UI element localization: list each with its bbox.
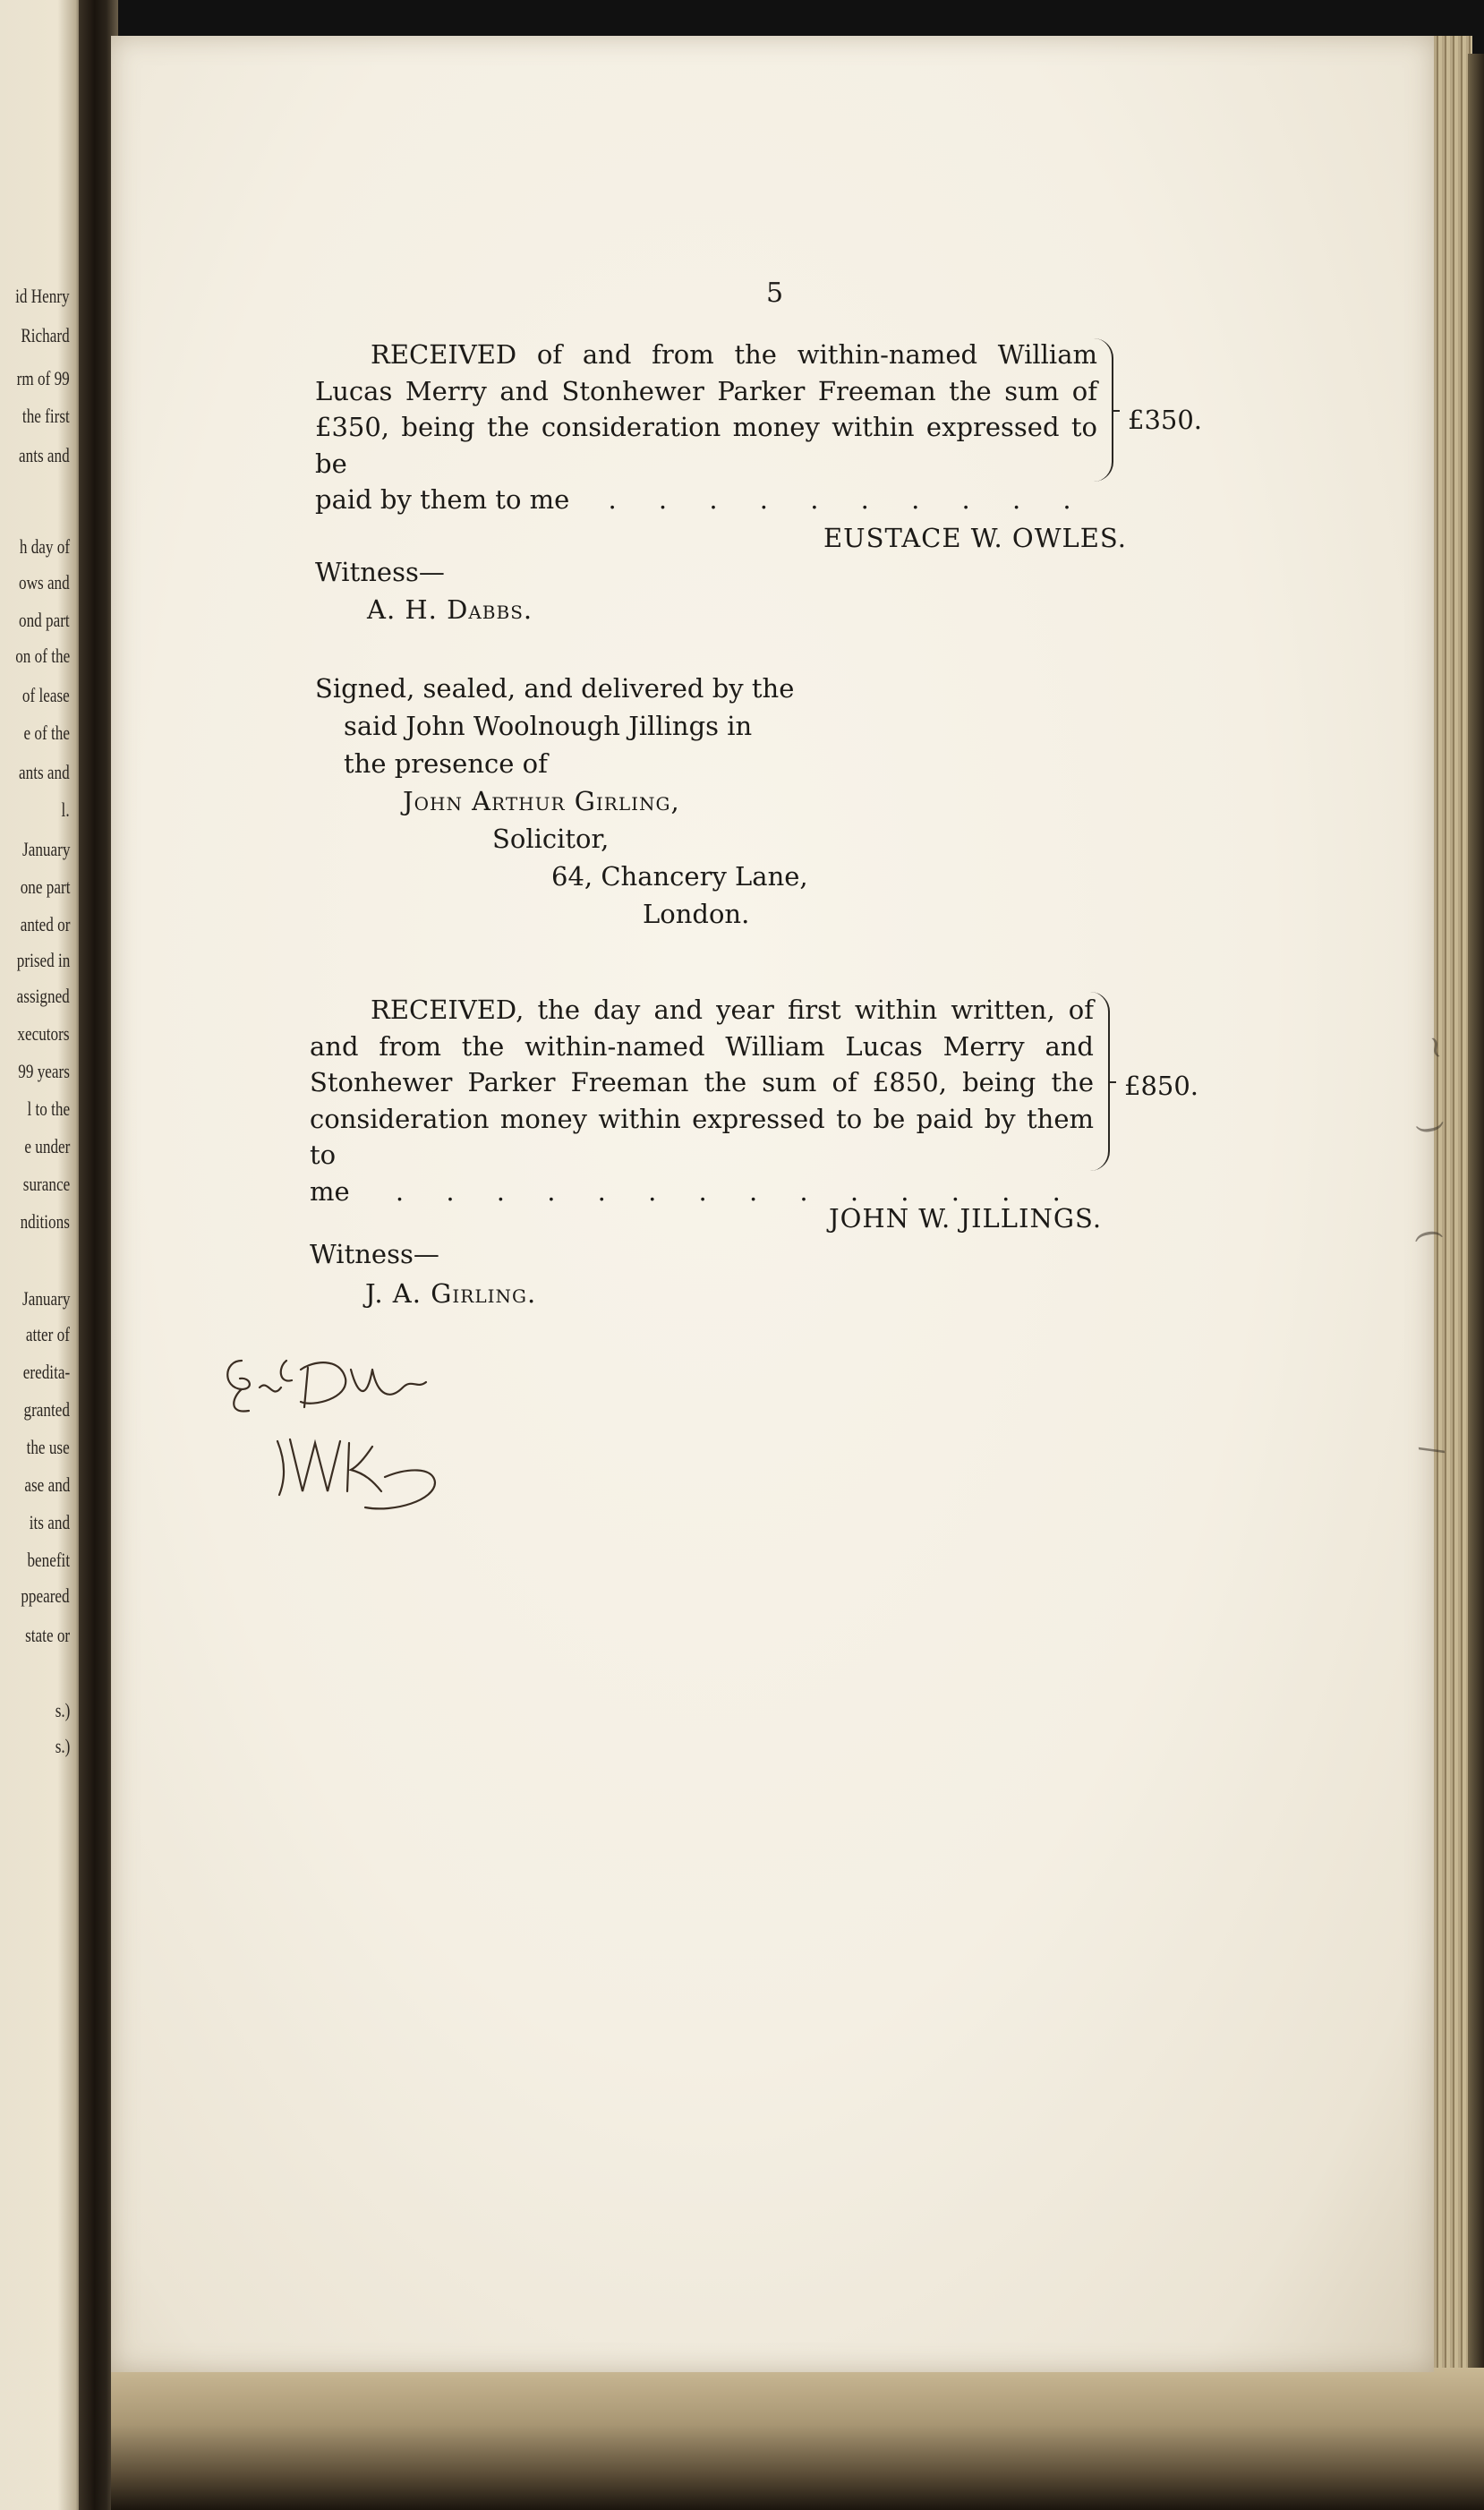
facing-page-text-fragment: the first	[22, 405, 70, 427]
receipt-1-amount: £350.	[1128, 405, 1203, 435]
handwriting-stroke	[365, 1470, 435, 1508]
facing-page-text-fragment: assigned	[16, 985, 70, 1007]
facing-page-text-fragment: ows and	[19, 571, 70, 593]
handwriting-stroke	[301, 1362, 345, 1407]
handwriting-stroke	[260, 1361, 292, 1392]
pencil-mark: /	[1413, 1441, 1451, 1459]
receipt-2-line-1: RECEIVED, the day and year first within written, of	[371, 995, 1094, 1025]
solicitor-title: Solicitor,	[492, 824, 610, 854]
pencil-mark: (	[1410, 1225, 1448, 1245]
facing-page-text-fragment: l to the	[27, 1097, 70, 1120]
receipt-1-line-1: RECEIVED of and from the within-named William	[371, 339, 1097, 370]
witness-1-name: A. H. Dabbs.	[367, 594, 533, 625]
receipt-1-line-3: £350, being the consideration money within expressed to be	[315, 412, 1097, 479]
attestation-line-2: said John Woolnough Jillings in	[344, 711, 753, 741]
attestation-line-3: the presence of	[344, 748, 548, 779]
receipt-1-last-words: paid by them to me	[315, 484, 570, 515]
facing-page-text-fragment: on of the	[15, 645, 70, 667]
facing-page-text-fragment: e of the	[23, 721, 70, 744]
facing-page-text-fragment: rm of 99	[16, 367, 70, 389]
receipt-2-brace	[1090, 992, 1110, 1171]
witness-2-label: Witness—	[310, 1239, 439, 1269]
facing-page-text-fragment: benefit	[27, 1549, 70, 1571]
facing-page-text-fragment: xecutors	[17, 1022, 70, 1045]
facing-page-text-fragment: 99 years	[18, 1060, 70, 1082]
receipt-2-last-word: me	[310, 1175, 350, 1207]
solicitor-address-1: 64, Chancery Lane,	[551, 861, 808, 892]
receipt-1-brace	[1094, 338, 1113, 482]
facing-page-text-fragment: e under	[24, 1135, 70, 1157]
receipt-1-signer: EUSTACE W. OWLES.	[823, 523, 1127, 553]
pencil-mark: )	[1412, 1118, 1450, 1138]
facing-page-text-fragment: of lease	[22, 684, 70, 706]
receipt-2-leader-dots: . . . . . . . . . . . . . .	[395, 1175, 1078, 1207]
handwriting-stroke	[351, 1370, 426, 1395]
handwritten-initials	[215, 1325, 448, 1540]
bottom-page-edges	[111, 2368, 1484, 2510]
attestation-line-1: Signed, sealed, and delivered by the	[315, 673, 795, 704]
handwriting-stroke	[347, 1443, 381, 1491]
facing-page-text-fragment: ond part	[19, 609, 70, 631]
facing-page-text-fragment: h day of	[19, 535, 70, 558]
facing-page-text-fragment: atter of	[25, 1323, 70, 1345]
facing-page-text-fragment: s.)	[55, 1699, 70, 1721]
handwriting-stroke	[227, 1361, 250, 1412]
facing-page-text-fragment: ase and	[24, 1473, 70, 1496]
receipt-2-signer: JOHN W. JILLINGS.	[829, 1203, 1103, 1234]
facing-page-text-fragment: January	[21, 1287, 70, 1310]
pencil-mark: ~	[1416, 1031, 1456, 1063]
facing-page-text-fragment: anted or	[20, 913, 70, 935]
facing-page-text-fragment: ants and	[19, 444, 70, 466]
facing-page-text-fragment: s.)	[55, 1735, 70, 1757]
facing-page-text-fragment: one part	[20, 875, 70, 898]
facing-page-text-fragment: its and	[29, 1511, 70, 1533]
facing-page-text-fragment: January	[21, 838, 70, 860]
receipt-2-line-4: consideration money within expressed to be paid by them to	[310, 1103, 1094, 1170]
facing-page-text-fragment: surance	[22, 1173, 70, 1195]
receipt-2-line-3: Stonhewer Parker Freeman the sum of £850, being the	[310, 1067, 1094, 1097]
witness-1-label: Witness—	[315, 557, 445, 587]
receipt-1-leader-dots: . . . . . . . . . .	[608, 484, 1088, 515]
facing-page-text-fragment: nditions	[20, 1210, 70, 1233]
facing-page-text-fragment: ppeared	[21, 1584, 70, 1607]
receipt-2-line-2: and from the within-named William Lucas Merry and	[310, 1030, 1094, 1062]
receipt-1-line-4	[315, 482, 1097, 518]
witness-2-name: J. A. Girling.	[365, 1278, 537, 1309]
receipt-2-amount: £850.	[1124, 1071, 1199, 1101]
facing-page-text-fragment: l.	[61, 798, 70, 821]
facing-page-text-fragment: state or	[24, 1624, 70, 1646]
receipt-2-text	[310, 992, 1094, 1209]
facing-page-text-fragment: ants and	[19, 761, 70, 783]
page-number: 5	[766, 277, 784, 309]
solicitor-name: John Arthur Girling,	[403, 786, 680, 816]
facing-page-text-fragment: eredita-	[22, 1361, 70, 1383]
receipt-1-text	[315, 337, 1097, 518]
facing-page-text-fragment: id Henry	[15, 285, 70, 307]
facing-page-text-fragment: Richard	[21, 324, 70, 346]
binding-edge	[1468, 54, 1484, 2510]
facing-page	[0, 0, 82, 2510]
facing-page-text-fragment: prised in	[16, 949, 70, 971]
facing-page-text-fragment: the use	[26, 1436, 70, 1458]
receipt-1-line-2: Lucas Merry and Stonhewer Parker Freeman the sum of	[315, 375, 1097, 406]
handwriting-stroke	[277, 1439, 340, 1495]
facing-page-text-fragment: granted	[23, 1398, 70, 1421]
solicitor-address-2: London.	[643, 899, 750, 929]
